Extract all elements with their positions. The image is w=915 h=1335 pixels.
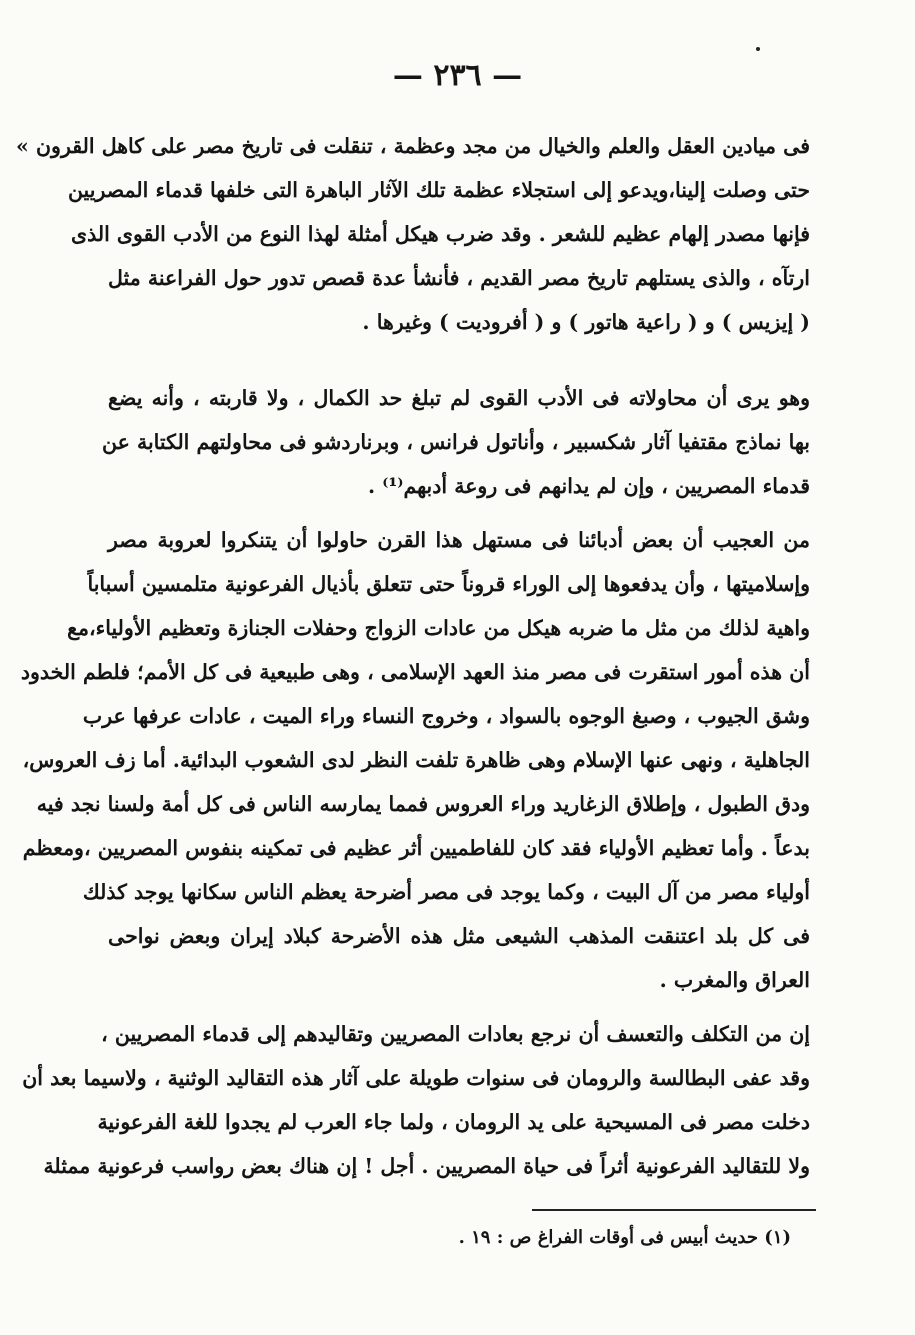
text-line: الجاهلية ، ونهى عنها الإسلام وهى ظاهرة تلفت النظر لدى الشعوب البدائية. أما زف العروس،	[22, 748, 810, 772]
text-line: أن هذه أمور استقرت فى مصر منذ العهد الإسلامى ، وهى طبيعية فى كل الأمم؛ فلطم الخدود	[20, 660, 810, 684]
footnote-rule	[532, 1209, 816, 1211]
text-line: إن من التكلف والتعسف أن نرجع بعادات المصريين وتقاليدهم إلى قدماء المصريين ،	[101, 1022, 810, 1046]
text-line: أولياء مصر من آل البيت ، وكما يوجد فى مصر أضرحة يعظم الناس سكانها يوجد كذلك	[82, 880, 810, 904]
paragraph-gap	[108, 1002, 810, 1012]
text-line: حتى وصلت إلينا،ويدعو إلى استجلاء عظمة تلك الآثار الباهرة التى خلفها قدماء المصريين	[67, 178, 810, 202]
text-line: واهية لذلك من مثل ما ضربه هيكل من عادات الزواج وحفلات الجنازة وتعظيم الأولياء،مع	[67, 616, 810, 640]
text-line: ( إيزيس ) و ( راعية هاتور ) و ( أفروديت ) وغيرها .	[362, 310, 810, 334]
body-text	[16, 124, 810, 1188]
text-line: بدعاً . وأما تعظيم الأولياء فقد كان للفاطميين أثر عظيم فى تمكينه بنفوس المصريين ،ومعظم	[22, 836, 810, 860]
text-line: العراق والمغرب .	[659, 968, 810, 992]
ink-speck	[756, 47, 760, 51]
text-line: من العجيب أن بعض أدبائنا فى مستهل هذا القرن حاولوا أن يتنكروا لعروبة مصر	[108, 528, 810, 552]
text-line: وقد عفى البطالسة والرومان فى سنوات طويلة على آثار هذه التقاليد الوثنية ، ولاسيما بعد أن	[22, 1066, 810, 1090]
paragraph-gap	[108, 344, 810, 376]
text-line: وإسلاميتها ، وأن يدفعوها إلى الوراء قروناً حتى تتعلق بأذيال الفرعونية متلمسين أسباباً	[87, 572, 810, 596]
page-number: — ٢٣٦ —	[392, 58, 523, 93]
paragraph-gap	[108, 508, 810, 518]
text-line: ودق الطبول ، وإطلاق الزغاريد وراء العروس فمما يمارسه الناس فى كل أمة ولسنا نجد فيه	[36, 792, 810, 816]
text-line: فى كل بلد اعتنقت المذهب الشيعى مثل هذه الأضرحة كبلاد إيران وبعض نواحى	[108, 924, 810, 948]
text-line: وشق الجيوب ، وصبغ الوجوه بالسواد ، وخروج النساء وراء الميت ، عادات عرفها عرب	[82, 704, 810, 728]
text-line: وهو يرى أن محاولاته فى الأدب القوى لم تبلغ حد الكمال ، ولا قاربته ، وأنه يضع	[108, 386, 810, 410]
paragraph-2	[102, 376, 810, 508]
text-line: بها نماذج مقتفيا آثار شكسبير ، وأناتول فرانس ، وبرناردشو فى محاولتهم الكتابة عن	[102, 430, 810, 454]
text-line: قدماء المصريين ، وإن لم يدانهم فى روعة أدبهم⁽¹⁾ .	[367, 474, 810, 498]
text-line: ولا للتقاليد الفرعونية أثراً فى حياة المصريين . أجل ! إن هناك بعض رواسب فرعونية ممثلة	[43, 1154, 810, 1178]
text-line: فإنها مصدر إلهام عظيم للشعر . وقد ضرب هيكل أمثلة لهذا النوع من الأدب القوى الذى	[71, 222, 810, 246]
paragraph-3	[20, 518, 810, 1002]
paragraph-1	[16, 124, 810, 344]
text-line: دخلت مصر فى المسيحية على يد الرومان ، ولما جاء العرب لم يجدوا للغة الفرعونية	[97, 1110, 810, 1134]
text-line: فى ميادين العقل والعلم والخيال من مجد وعظمة ، تنقلت فى تاريخ مصر على كاهل القرون »	[16, 134, 810, 158]
footnote: (١) حديث أبيس فى أوقات الفراغ ص : ١٩ .	[458, 1227, 791, 1248]
text-line: ارتآه ، والذى يستلهم تاريخ مصر القديم ، فأنشأ عدة قصص تدور حول الفراعنة مثل	[108, 266, 810, 290]
paragraph-4	[22, 1012, 810, 1188]
